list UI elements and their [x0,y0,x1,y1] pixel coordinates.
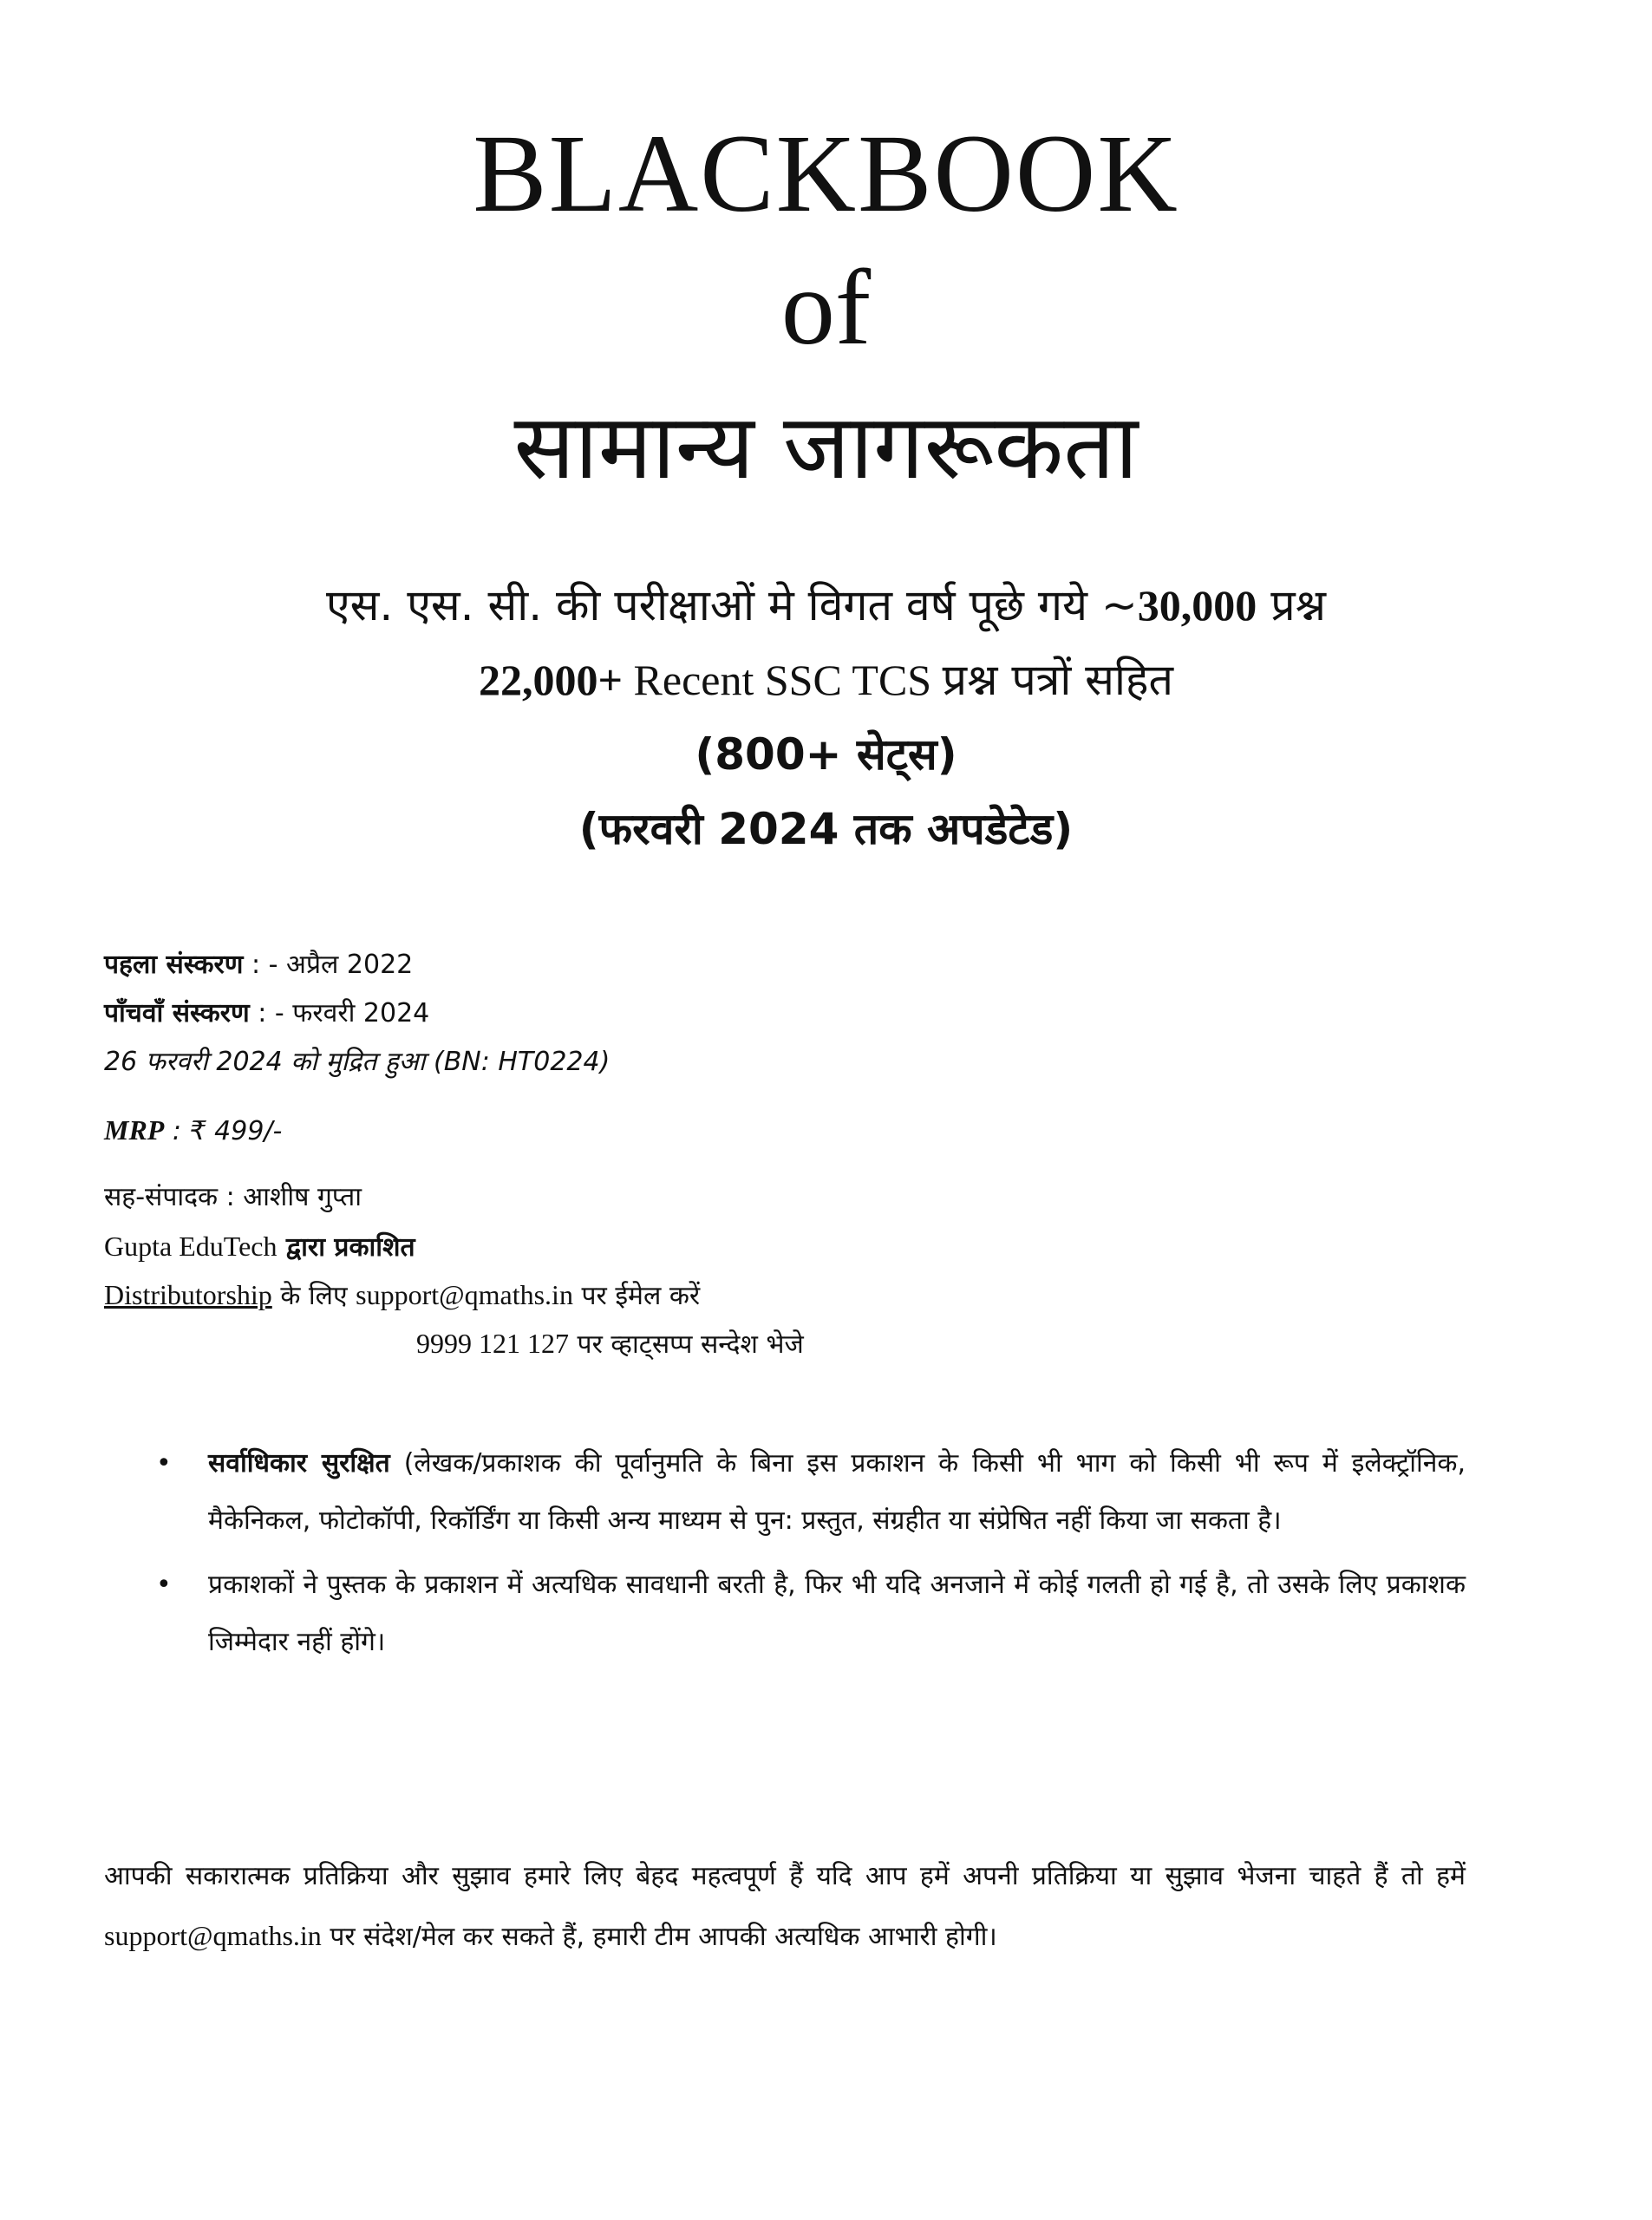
feedback-text-2: पर संदेश/मेल कर सकते हैं, हमारी टीम आपकी अत्यधिक आभारी होगी। [321,1922,997,1952]
coeditor-line: सह-संपादक : आशीष गुप्ता [104,1182,362,1212]
bullet-icon: • [156,1448,172,1479]
first-edition-value: : - अप्रैल 2022 [243,950,414,980]
publisher-name: Gupta EduTech [104,1231,278,1262]
title-block [0,104,1652,520]
subtitle-block [0,568,1652,866]
whatsapp-text: पर व्हाट्सप्प सन्देश भेजे [569,1329,804,1360]
copyright-text: (लेखक/प्रकाशक की पूर्वानुमति के बिना इस प्रकाशन के किसी भी भाग को किसी भी रूप में इलेक्ट्रॉनिक, मैकेनिकल, फोटोकॉपी, रिकॉर्डिंग या किसी अन्य माध्यम से पुन: प्रस्तुत, संग्रहीत या संप्रेषित नहीं किया जा सकता है। [208,1448,1466,1536]
distribution-line [104,1270,1492,1319]
fifth-edition [104,989,1492,1038]
question-count-prefix: एस. एस. सी. की परीक्षाओं मे विगत वर्ष पूछे गये ~ [325,580,1138,630]
tcs-papers-line [0,643,1652,717]
publisher-suffix: द्वारा प्रकाशित [277,1232,415,1263]
first-edition [104,941,1492,989]
distributorship-link[interactable]: Distributorship [104,1279,272,1310]
mrp-label: MRP [104,1114,165,1146]
copyright-title: सर्वाधिकार सुरक्षित [208,1448,390,1479]
book-title: BLACKBOOK [473,112,1179,235]
fifth-edition-value: : - फरवरी 2024 [249,998,430,1028]
question-count-number: 30,000 [1137,581,1257,630]
title-of: of [780,248,872,367]
notice-list [104,1435,1466,1678]
sets-count-line: (800+ सेट्स) [695,729,957,780]
question-count-line [0,568,1652,643]
print-date: 26 फरवरी 2024 को मुद्रित हुआ (BN: HT0224) [104,1047,611,1077]
tcs-latin-text: Recent SSC TCS [623,656,943,704]
subject-title: सामान्य जागरूकता [513,394,1139,500]
whatsapp-line [104,1319,1492,1368]
question-count-suffix: प्रश्न [1257,580,1326,630]
first-edition-label: पहला संस्करण [104,950,244,980]
bullet-icon: • [156,1570,172,1600]
publisher-line [104,1222,1492,1270]
distribution-text-1: के लिए [271,1281,356,1311]
feedback-paragraph [104,1847,1466,1967]
tcs-suffix: प्रश्न पत्रों सहित [942,655,1173,705]
updated-line: (फरवरी 2024 तक अपडेटेड) [578,804,1074,854]
disclaimer-text: प्रकाशकों ने पुस्तक के प्रकाशन में अत्यधिक सावधानी बरती है, फिर भी यदि अनजाने में कोई गलती हो गई है, तो उसके लिए प्रकाशक जिम्मेदार नहीं होंगे। [208,1570,1466,1657]
disclaimer-notice [104,1557,1466,1671]
feedback-text-1: आपकी सकारात्मक प्रतिक्रिया और सुझाव हमारे लिए बेहद महत्वपूर्ण हैं यदि आप हमें अपनी प्रतिक्रिया या सुझाव भेजना चाहते हैं तो हमें [104,1861,1466,1891]
publication-info [104,941,1492,1368]
distribution-text-2: पर ईमेल करें [572,1281,701,1311]
copyright-notice [104,1435,1466,1550]
feedback-email[interactable]: support@qmaths.in [104,1920,322,1951]
mrp-line [104,1106,1492,1154]
mrp-value: : ₹ 499/- [164,1116,283,1146]
fifth-edition-label: पाँचवाँ संस्करण [104,998,250,1028]
phone-number[interactable]: 9999 121 127 [416,1328,569,1359]
tcs-count: 22,000+ [479,656,624,704]
support-email[interactable]: support@qmaths.in [356,1279,573,1310]
